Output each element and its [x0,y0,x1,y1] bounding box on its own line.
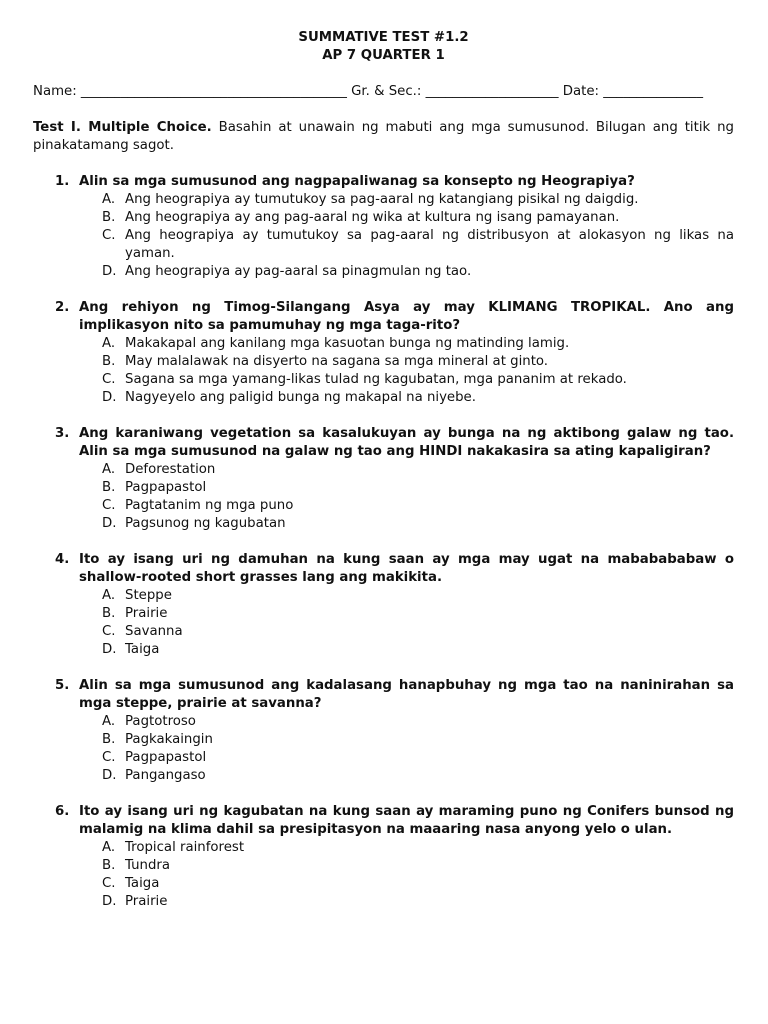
question-item [33,803,734,911]
choice-text: Taiga [125,876,160,891]
choice-list [79,335,734,407]
question-number: 1. [55,174,70,189]
choice-text: Makakapal ang kanilang mga kasuotan bunga ng matinding lamig. [125,336,570,351]
test-instructions [33,119,734,155]
choice-text: Ang heograpiya ay tumutukoy sa pag-aaral ng distribusyon at alokasyon ng likas na yaman. [125,228,734,261]
choice-list [79,191,734,281]
choice-letter: D. [102,642,117,657]
answer-choice[interactable] [79,713,734,731]
choice-letter: C. [102,372,116,387]
choice-list [79,587,734,659]
answer-choice[interactable] [79,839,734,857]
answer-choice[interactable] [79,587,734,605]
question-item [33,677,734,785]
answer-choice[interactable] [79,767,734,785]
choice-letter: C. [102,624,116,639]
choice-text: Pagsunog ng kagubatan [125,516,286,531]
choice-text: Ang heograpiya ay ang pag-aaral ng wika at kultura ng isang pamayanan. [125,210,620,225]
answer-choice[interactable] [79,731,734,749]
question-text: Ang karaniwang vegetation sa kasalukuyan ay bunga na ng aktibong galaw ng tao. Alin sa mga sumusunod na galaw ng tao ang HINDI nakakasira sa ating kapaligiran? [79,426,734,459]
choice-letter: C. [102,498,116,513]
choice-text: Nagyeyelo ang paligid bunga ng makapal na niyebe. [125,390,476,405]
title-line-1: SUMMATIVE TEST #1.2 [298,30,469,45]
choice-text: Pangangaso [125,768,206,783]
choice-letter: B. [102,858,116,873]
choice-text: Pagtatanim ng mga puno [125,498,294,513]
choice-letter: A. [102,840,116,855]
instructions-text: Basahin at unawain ng mabuti ang mga sumusunod. Bilugan ang titik ng pinakatamang sagot. [33,120,734,153]
choice-letter: D. [102,894,117,909]
answer-choice[interactable] [79,389,734,407]
test-title [33,29,734,65]
question-item [33,551,734,659]
answer-choice[interactable] [79,371,734,389]
choice-text: Pagkakaingin [125,732,213,747]
choice-letter: C. [102,750,116,765]
instructions-label: Test I. Multiple Choice. [33,120,212,135]
answer-choice[interactable] [79,857,734,875]
choice-letter: C. [102,876,116,891]
choice-letter: B. [102,606,116,621]
choice-text: Steppe [125,588,172,603]
question-list [33,173,734,911]
choice-text: Tundra [125,858,171,873]
question-number: 6. [55,804,70,819]
choice-letter: B. [102,210,116,225]
answer-choice[interactable] [79,227,734,263]
title-line-2: AP 7 QUARTER 1 [322,48,445,63]
choice-list [79,713,734,785]
answer-choice[interactable] [79,605,734,623]
choice-text: Taiga [125,642,160,657]
choice-letter: A. [102,192,116,207]
choice-letter: D. [102,768,117,783]
choice-list [79,839,734,911]
answer-choice[interactable] [79,263,734,281]
question-item [33,173,734,281]
student-info-line: Name: ________________________________________ Gr. & Sec.: ____________________ Date: _______________ [33,84,703,99]
choice-text: Pagpapastol [125,480,207,495]
choice-text: Savanna [125,624,183,639]
question-item [33,299,734,407]
question-text: Alin sa mga sumusunod ang kadalasang hanapbuhay ng mga tao na naninirahan sa mga steppe, prairie at savanna? [79,678,734,711]
question-text: Ito ay isang uri ng kagubatan na kung saan ay maraming puno ng Conifers bunsod ng malamig na klima dahil sa presipitasyon na maaaring nasa anyong yelo o ulan. [79,804,734,837]
question-text: Ang rehiyon ng Timog-Silangang Asya ay may KLIMANG TROPIKAL. Ano ang implikasyon nito sa pamumuhay ng mga taga-rito? [79,300,734,333]
answer-choice[interactable] [79,335,734,353]
choice-text: Prairie [125,894,168,909]
choice-list [79,461,734,533]
choice-text: Pagtotroso [125,714,196,729]
answer-choice[interactable] [79,641,734,659]
answer-choice[interactable] [79,875,734,893]
question-number: 3. [55,426,70,441]
choice-letter: D. [102,390,117,405]
choice-text: Sagana sa mga yamang-likas tulad ng kagubatan, mga pananim at rekado. [125,372,627,387]
choice-text: Tropical rainforest [125,840,245,855]
question-number: 5. [55,678,70,693]
answer-choice[interactable] [79,623,734,641]
choice-letter: A. [102,336,116,351]
answer-choice[interactable] [79,191,734,209]
choice-text: Ang heograpiya ay pag-aaral sa pinagmulan ng tao. [125,264,472,279]
question-number: 2. [55,300,70,315]
question-number: 4. [55,552,70,567]
answer-choice[interactable] [79,749,734,767]
choice-letter: C. [102,228,116,243]
choice-text: Ang heograpiya ay tumutukoy sa pag-aaral ng katangiang pisikal ng daigdig. [125,192,639,207]
question-text: Ito ay isang uri ng damuhan na kung saan ay mga may ugat na mababababaw o shallow-rooted short grasses lang ang makikita. [79,552,734,585]
choice-letter: A. [102,588,116,603]
choice-letter: B. [102,354,116,369]
answer-choice[interactable] [79,497,734,515]
question-text: Alin sa mga sumusunod ang nagpapaliwanag sa konsepto ng Heograpiya? [79,174,635,189]
choice-letter: D. [102,516,117,531]
choice-text: May malalawak na disyerto na sagana sa mga mineral at ginto. [125,354,549,369]
choice-text: Prairie [125,606,168,621]
choice-letter: D. [102,264,117,279]
answer-choice[interactable] [79,479,734,497]
choice-letter: B. [102,480,116,495]
answer-choice[interactable] [79,353,734,371]
answer-choice[interactable] [79,209,734,227]
question-item [33,425,734,533]
choice-letter: A. [102,714,116,729]
answer-choice[interactable] [79,893,734,911]
choice-text: Pagpapastol [125,750,207,765]
answer-choice[interactable] [79,461,734,479]
choice-letter: A. [102,462,116,477]
choice-letter: B. [102,732,116,747]
choice-text: Deforestation [125,462,216,477]
answer-choice[interactable] [79,515,734,533]
